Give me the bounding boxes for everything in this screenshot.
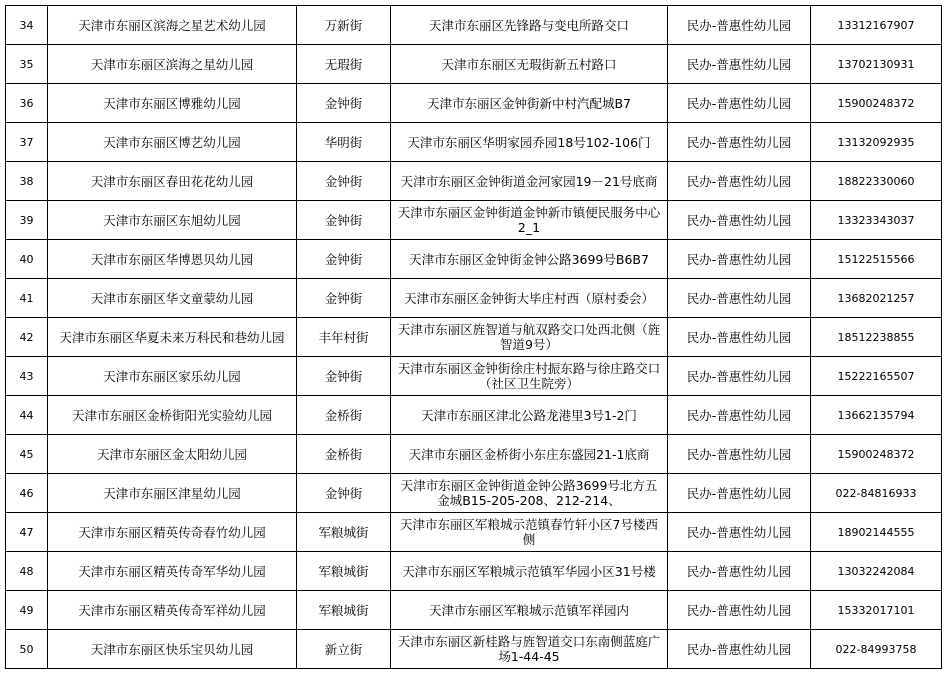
street-name: 金钟街 [297, 201, 391, 240]
kindergarten-name: 天津市东丽区家乐幼儿园 [48, 357, 297, 396]
street-name: 金钟街 [297, 279, 391, 318]
row-number: 39 [6, 201, 48, 240]
phone-number: 15900248372 [811, 84, 942, 123]
kindergarten-type: 民办-普惠性幼儿园 [668, 162, 811, 201]
address: 天津市东丽区金钟街新中村汽配城B7 [391, 84, 668, 123]
phone-number: 15332017101 [811, 591, 942, 630]
street-name: 金钟街 [297, 162, 391, 201]
address: 天津市东丽区军粮城示范镇春竹轩小区7号楼西侧 [391, 513, 668, 552]
street-name: 金钟街 [297, 357, 391, 396]
kindergarten-name: 天津市东丽区华文童蒙幼儿园 [48, 279, 297, 318]
kindergarten-type: 民办-普惠性幼儿园 [668, 357, 811, 396]
row-number: 46 [6, 474, 48, 513]
kindergarten-type: 民办-普惠性幼儿园 [668, 279, 811, 318]
phone-number: 18822330060 [811, 162, 942, 201]
kindergarten-name: 天津市东丽区东旭幼儿园 [48, 201, 297, 240]
row-number: 50 [6, 630, 48, 669]
address: 天津市东丽区金钟街金钟公路3699号B6B7 [391, 240, 668, 279]
row-number: 40 [6, 240, 48, 279]
address: 天津市东丽区金钟街大毕庄村西（原村委会） [391, 279, 668, 318]
phone-number: 13132092935 [811, 123, 942, 162]
kindergarten-name: 天津市东丽区津星幼儿园 [48, 474, 297, 513]
address: 天津市东丽区金钟街道金钟新市镇便民服务中心2_1 [391, 201, 668, 240]
street-name: 金桥街 [297, 435, 391, 474]
street-name: 金钟街 [297, 84, 391, 123]
kindergarten-name: 天津市东丽区精英传奇军祥幼儿园 [48, 591, 297, 630]
table-row [6, 84, 942, 123]
table-row [6, 45, 942, 84]
address: 天津市东丽区金钟街道金河家园19－21号底商 [391, 162, 668, 201]
phone-number: 18512238855 [811, 318, 942, 357]
kindergarten-type: 民办-普惠性幼儿园 [668, 84, 811, 123]
table-row [6, 474, 942, 513]
phone-number: 13682021257 [811, 279, 942, 318]
kindergarten-name: 天津市东丽区博雅幼儿园 [48, 84, 297, 123]
address: 天津市东丽区金桥街小东庄东盛园21-1底商 [391, 435, 668, 474]
address: 天津市东丽区军粮城示范镇军祥园内 [391, 591, 668, 630]
row-number: 49 [6, 591, 48, 630]
street-name: 华明街 [297, 123, 391, 162]
table-row [6, 318, 942, 357]
phone-number: 15122515566 [811, 240, 942, 279]
phone-number: 022-84993758 [811, 630, 942, 669]
street-name: 金桥街 [297, 396, 391, 435]
table-row [6, 279, 942, 318]
table-row [6, 552, 942, 591]
kindergarten-type: 民办-普惠性幼儿园 [668, 591, 811, 630]
row-number: 41 [6, 279, 48, 318]
kindergarten-name: 天津市东丽区滨海之星艺术幼儿园 [48, 6, 297, 45]
kindergarten-name: 天津市东丽区春田花花幼儿园 [48, 162, 297, 201]
table-row [6, 357, 942, 396]
kindergarten-name: 天津市东丽区快乐宝贝幼儿园 [48, 630, 297, 669]
row-number: 35 [6, 45, 48, 84]
address: 天津市东丽区金钟街道金钟公路3699号北方五金城B15-205-208、212-214、 [391, 474, 668, 513]
kindergarten-type: 民办-普惠性幼儿园 [668, 435, 811, 474]
street-name: 军粮城街 [297, 513, 391, 552]
address: 天津市东丽区无瑕街新五村路口 [391, 45, 668, 84]
street-name: 丰年村街 [297, 318, 391, 357]
kindergarten-type: 民办-普惠性幼儿园 [668, 552, 811, 591]
row-number: 37 [6, 123, 48, 162]
kindergarten-name: 天津市东丽区华博恩贝幼儿园 [48, 240, 297, 279]
table-row [6, 201, 942, 240]
phone-number: 13662135794 [811, 396, 942, 435]
kindergarten-type: 民办-普惠性幼儿园 [668, 630, 811, 669]
row-number: 43 [6, 357, 48, 396]
table-body [6, 6, 942, 669]
kindergarten-name: 天津市东丽区精英传奇春竹幼儿园 [48, 513, 297, 552]
street-name: 金钟街 [297, 474, 391, 513]
phone-number: 13032242084 [811, 552, 942, 591]
kindergarten-type: 民办-普惠性幼儿园 [668, 474, 811, 513]
address: 天津市东丽区先锋路与变电所路交口 [391, 6, 668, 45]
table-row [6, 630, 942, 669]
row-number: 36 [6, 84, 48, 123]
address: 天津市东丽区金钟街徐庄村振东路与徐庄路交口（社区卫生院旁） [391, 357, 668, 396]
address: 天津市东丽区华明家园乔园18号102-106门 [391, 123, 668, 162]
table-row [6, 123, 942, 162]
kindergarten-type: 民办-普惠性幼儿园 [668, 6, 811, 45]
address: 天津市东丽区津北公路龙港里3号1-2门 [391, 396, 668, 435]
street-name: 金钟街 [297, 240, 391, 279]
kindergarten-name: 天津市东丽区金太阳幼儿园 [48, 435, 297, 474]
kindergarten-type: 民办-普惠性幼儿园 [668, 513, 811, 552]
table-row [6, 513, 942, 552]
phone-number: 13312167907 [811, 6, 942, 45]
table-row [6, 6, 942, 45]
phone-number: 15900248372 [811, 435, 942, 474]
phone-number: 022-84816933 [811, 474, 942, 513]
kindergarten-type: 民办-普惠性幼儿园 [668, 318, 811, 357]
kindergarten-type: 民办-普惠性幼儿园 [668, 201, 811, 240]
kindergarten-name: 天津市东丽区精英传奇军华幼儿园 [48, 552, 297, 591]
row-number: 48 [6, 552, 48, 591]
address: 天津市东丽区旌智道与航双路交口处西北侧（旌智道9号） [391, 318, 668, 357]
kindergarten-name: 天津市东丽区华夏未来万科民和巷幼儿园 [48, 318, 297, 357]
street-name: 新立街 [297, 630, 391, 669]
table-row [6, 240, 942, 279]
street-name: 万新街 [297, 6, 391, 45]
row-number: 34 [6, 6, 48, 45]
street-name: 军粮城街 [297, 552, 391, 591]
kindergarten-type: 民办-普惠性幼儿园 [668, 396, 811, 435]
address: 天津市东丽区军粮城示范镇军华园小区31号楼 [391, 552, 668, 591]
phone-number: 15222165507 [811, 357, 942, 396]
kindergarten-type: 民办-普惠性幼儿园 [668, 123, 811, 162]
table-row [6, 591, 942, 630]
kindergarten-name: 天津市东丽区滨海之星幼儿园 [48, 45, 297, 84]
row-number: 42 [6, 318, 48, 357]
address: 天津市东丽区新桂路与旌智道交口东南侧蓝庭广场1-44-45 [391, 630, 668, 669]
phone-number: 13702130931 [811, 45, 942, 84]
table-row [6, 396, 942, 435]
phone-number: 13323343037 [811, 201, 942, 240]
kindergarten-table [5, 5, 942, 669]
street-name: 无瑕街 [297, 45, 391, 84]
row-number: 45 [6, 435, 48, 474]
table-row [6, 162, 942, 201]
street-name: 军粮城街 [297, 591, 391, 630]
kindergarten-name: 天津市东丽区金桥街阳光实验幼儿园 [48, 396, 297, 435]
phone-number: 18902144555 [811, 513, 942, 552]
kindergarten-type: 民办-普惠性幼儿园 [668, 240, 811, 279]
row-number: 38 [6, 162, 48, 201]
kindergarten-type: 民办-普惠性幼儿园 [668, 45, 811, 84]
row-number: 47 [6, 513, 48, 552]
kindergarten-name: 天津市东丽区博艺幼儿园 [48, 123, 297, 162]
row-number: 44 [6, 396, 48, 435]
table-row [6, 435, 942, 474]
